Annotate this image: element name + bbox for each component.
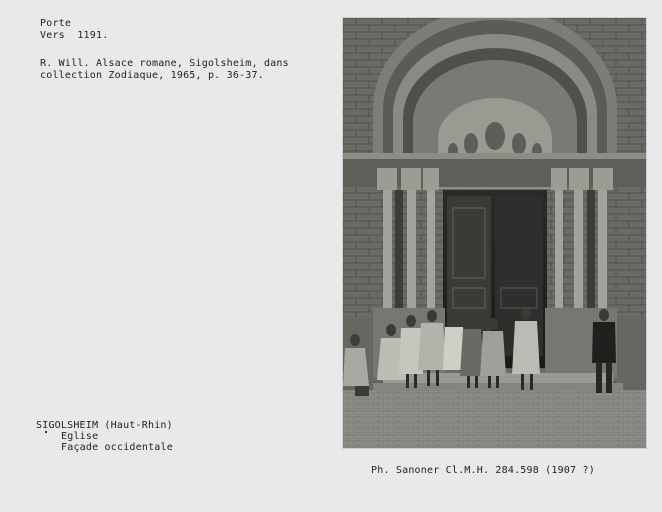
photo-credit: Ph. Sanoner Cl.M.H. 284.598 (1907 ?) [371, 465, 595, 476]
location-part: Façade occidentale [61, 442, 173, 453]
portal-photograph [343, 18, 646, 448]
bullet-mark [45, 431, 47, 433]
caption-date: Vers 1191. [40, 30, 109, 41]
caption-object: Porte [40, 18, 72, 29]
bibliography-line-1: R. Will. Alsace romane, Sigolsheim, dans [40, 58, 289, 69]
bibliography-line-2: collection Zodiaque, 1965, p. 36-37. [40, 70, 264, 81]
location-building: Eglise [61, 431, 99, 442]
location-place: SIGOLSHEIM (Haut-Rhin) [36, 420, 173, 431]
